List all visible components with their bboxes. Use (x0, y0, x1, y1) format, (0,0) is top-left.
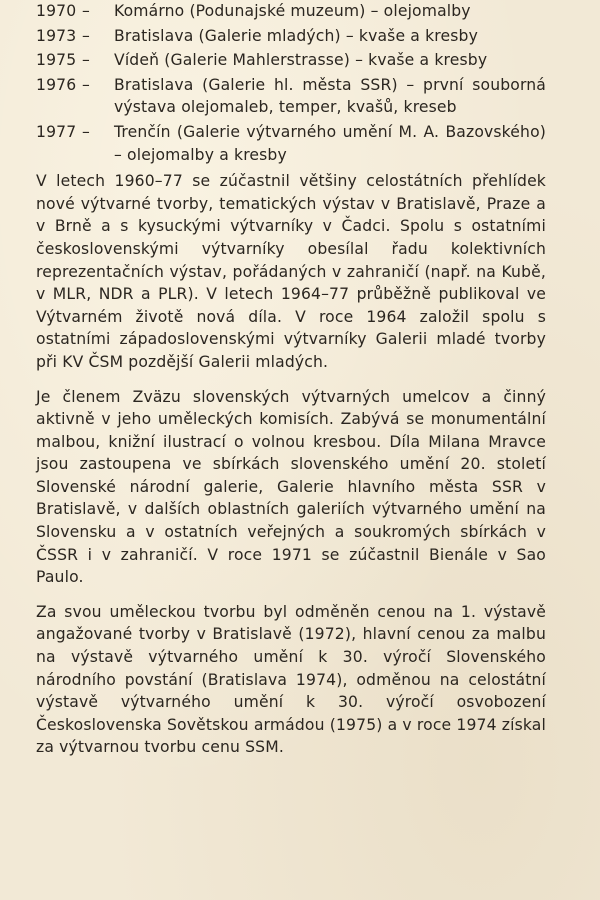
exhibition-entry (36, 49, 546, 72)
exhibition-year: 1976 (36, 75, 77, 94)
paragraph-awards: Za svou uměleckou tvorbu byl odměněn cenou na 1. výstavě angažované tvorby v Bratislavě (1972), hlavní cenou za malbu na výstavě výtvarného umění k 30. výročí Slovenského národního povstání (Bratislava 1974), odměnou na celostátní výstavě výtvarného umění k 30. výročí osvobození Československa Sovětskou armádou (1975) a v roce 1974 získal za výtvarnou tvorbu cenu SSM. (36, 602, 546, 757)
exhibition-dash: – (82, 122, 90, 141)
paragraph-exhibitions-overview: V letech 1960–77 se zúčastnil většiny celostátních přehlídek nové výtvarné tvorby, tematických výstav v Bratislavě, Praze a v Brně a s kysuckými výtvarníky v Čadci. Spolu s ostatními československými výtvarníky obesílal řadu kolektivních reprezentačních výstav, pořádaných v zahraničí (např. na Kubě, v MLR, NDR a PLR). V letech 1964–77 průběžně publikoval ve Výtvarném životě nová díla. V roce 1964 založil spolu s ostatními západoslovenskými výtvarníky Galerii mladé tvorby při KV ČSM pozdější Galerii mladých. (36, 172, 546, 371)
exhibition-text: Trenčín (Galerie výtvarného umění M. A. Bazovského) – olejomalby a kresby (114, 122, 546, 164)
exhibition-text: Vídeň (Galerie Mahlerstrasse) – kvaše a kresby (114, 51, 488, 70)
exhibition-entry (36, 121, 546, 166)
exhibition-year: 1973 (36, 26, 77, 45)
exhibition-year: 1970 (36, 2, 77, 20)
document-content (36, 0, 546, 759)
paragraph-membership-collections: Je členem Zväzu slovenských výtvarných umelcov a činný aktivně v jeho uměleckých komisích. Zabývá se monumentální malbou, knižní ilustrací o volnou kresbou. Díla Milana Mravce jsou zastoupena ve sbírkách slovenského umění 20. století Slovenské národní galerie, Galerie hlavního města SSR v Bratislavě, v dalších oblastních galeriích výtvarného umění na Slovensku a v ostatních veřejných a soukromých sbírkách v ČSSR i v zahraničí. V roce 1971 se zúčastnil Bienále v Sao Paulo. (36, 387, 546, 587)
exhibition-year: 1975 (36, 51, 77, 70)
exhibition-dash: – (82, 26, 90, 45)
exhibition-text: Bratislava (Galerie mladých) – kvaše a kresby (114, 26, 478, 45)
exhibition-dash: – (82, 2, 90, 20)
exhibition-entry (36, 0, 546, 23)
exhibition-text: Komárno (Podunajské muzeum) – olejomalby (114, 2, 471, 20)
exhibition-list (36, 0, 546, 166)
exhibition-text: Bratislava (Galerie hl. města SSR) – první souborná výstava olejomaleb, temper, kvašů, kreseb (114, 75, 546, 117)
exhibition-dash: – (82, 75, 90, 94)
exhibition-entry (36, 74, 546, 119)
exhibition-year: 1977 (36, 122, 77, 141)
exhibition-dash: – (82, 51, 90, 70)
exhibition-entry (36, 25, 546, 48)
